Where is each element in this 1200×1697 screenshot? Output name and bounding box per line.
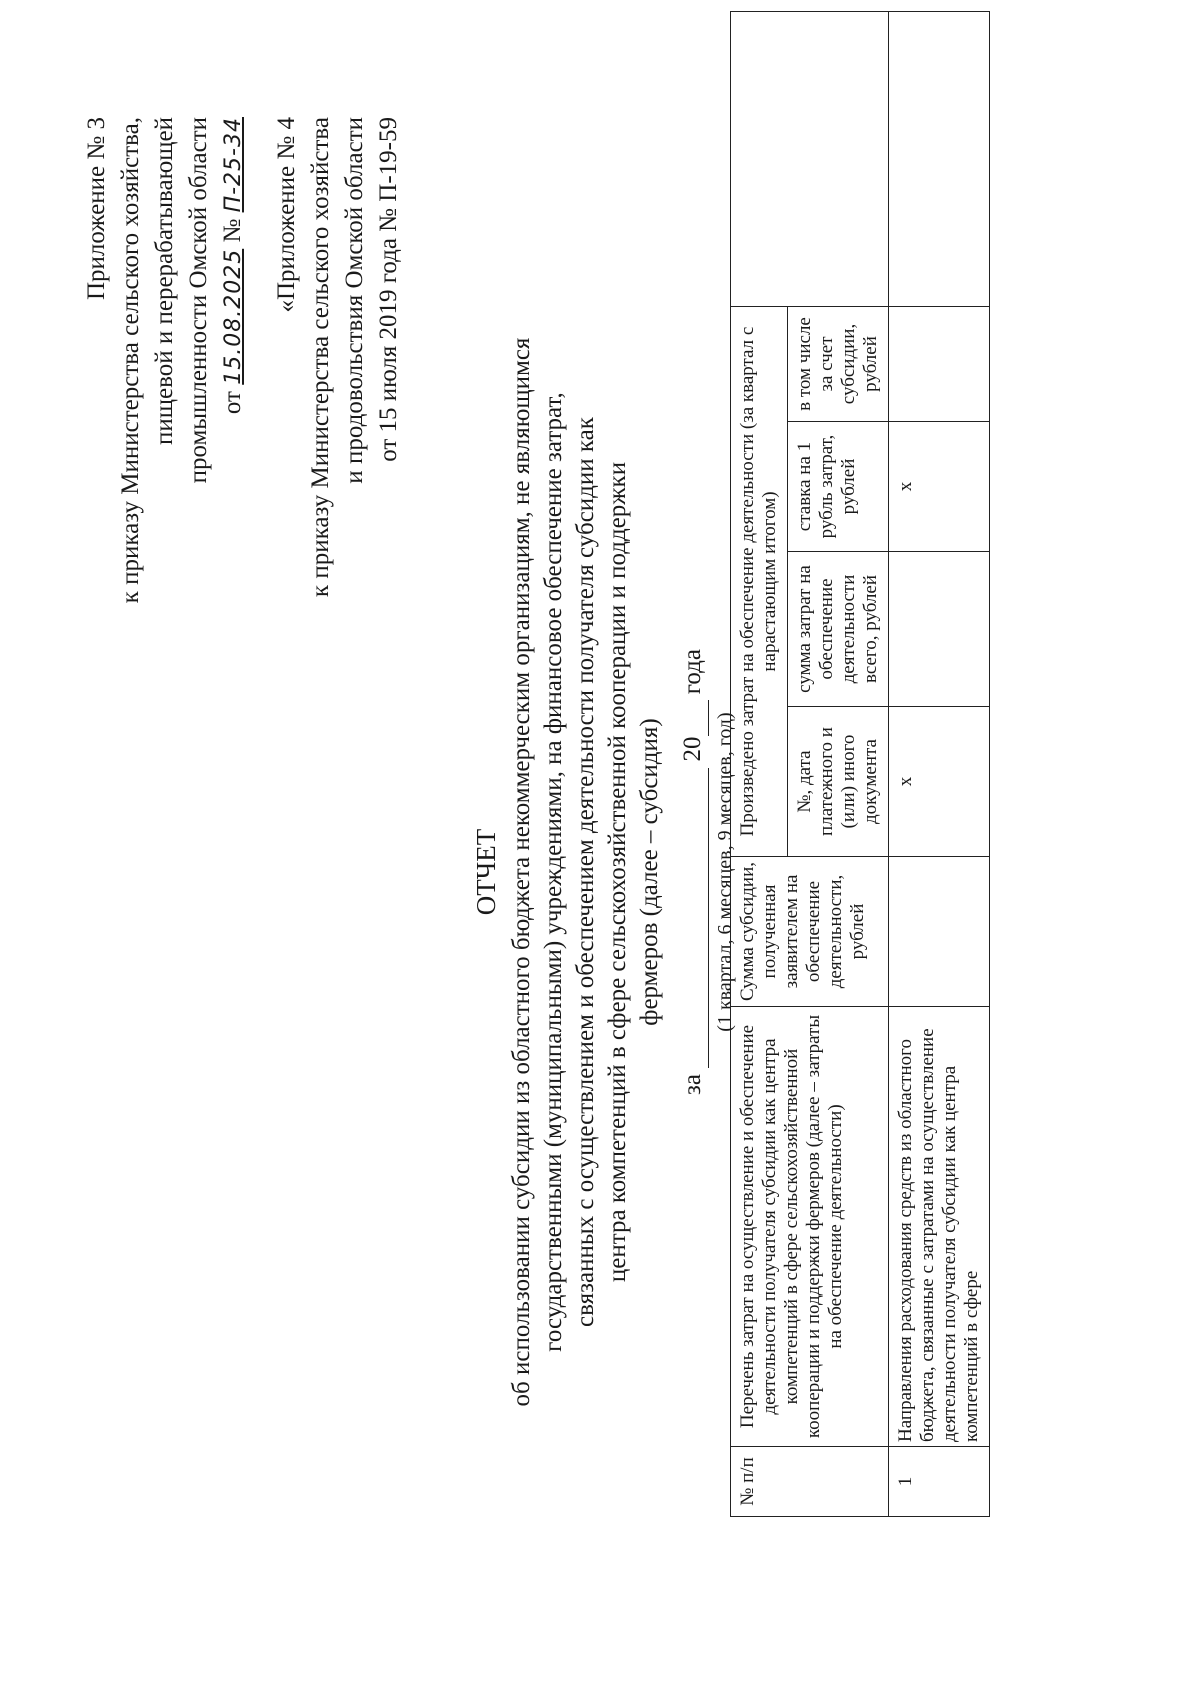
period-suffix: года	[679, 649, 706, 695]
appendix-3-date-line	[216, 117, 251, 1697]
report-line-3: связанных с осуществлением и обеспечением деятельности получателя субсидии как	[572, 417, 599, 1327]
appendix-3-title: Приложение № 3	[83, 117, 110, 301]
report-title: ОТЧЕТ	[471, 828, 501, 916]
row1-num: 1	[889, 1447, 990, 1517]
row1-sum	[889, 857, 990, 1007]
header-doc: №, дата платежного и (или) иного документа	[788, 707, 889, 857]
report-table	[730, 11, 990, 1517]
year-blank	[676, 701, 709, 737]
report-period-line	[676, 197, 709, 1547]
period-year-prefix: 20	[679, 736, 706, 762]
appendix-3-line-2: к приказу Министерства сельского хозяйства,	[117, 117, 144, 604]
header-num: № п/п	[731, 1447, 889, 1517]
date-prefix: от	[219, 391, 246, 415]
row1-rate: х	[889, 422, 990, 552]
handwritten-date: 15.08.2025	[221, 248, 246, 385]
report-title-block	[470, 197, 741, 1547]
header-empty	[731, 12, 889, 307]
period-hint: (1 квартал, 6 месяцев, 9 месяцев, год)	[714, 712, 736, 1032]
appendix-4-line-3: и продовольствия Омской области	[341, 117, 368, 484]
header-incl-subsidy: в том числе за счет субсидии, рублей	[788, 307, 889, 422]
appendix-3-header	[80, 117, 251, 1697]
appendix-3-line-3: пищевой и перерабатывающей	[151, 117, 178, 446]
handwritten-number: П-25-34	[221, 117, 246, 213]
appendix-3-line-4: промышленности Омской области	[185, 117, 212, 484]
row1-empty	[889, 12, 990, 307]
number-prefix: №	[219, 218, 246, 243]
row1-total	[889, 552, 990, 707]
appendix-4-header	[270, 117, 406, 1697]
appendix-4-line-2: к приказу Министерства сельского хозяйства	[307, 117, 334, 598]
header-rate: ставка на 1 рубль затрат, рублей	[788, 422, 889, 552]
header-total: сумма затрат на обеспечение деятельности всего, рублей	[788, 552, 889, 707]
table-row	[889, 12, 990, 1517]
row1-incl	[889, 307, 990, 422]
appendix-4-line-4: от 15 июля 2019 года № П-19-59	[375, 117, 402, 462]
report-line-1: об использовании субсидии из областного бюджета некоммерческим организациям, не являющимся	[508, 337, 535, 1407]
period-prefix: за	[679, 1074, 706, 1095]
report-line-5: фермеров (далее – субсидия)	[636, 718, 663, 1026]
row1-doc: х	[889, 707, 990, 857]
report-line-2: государственными (муниципальными) учреждениями, на финансовое обеспечение затрат,	[540, 392, 567, 1352]
header-subsidy-sum: Сумма субсидии, полученная заявителем на обеспечение деятельности, рублей	[731, 857, 889, 1007]
table-header-row-1	[731, 12, 788, 1517]
row1-text: Направления расходования средств из областного бюджета, связанные с затратами на осуществление деятельности получателя субсидии как центра компетенций в сфере	[889, 1007, 990, 1447]
report-line-4: центра компетенций в сфере сельскохозяйственной кооперации и поддержки	[604, 461, 631, 1283]
appendix-4-title: «Приложение № 4	[273, 117, 300, 313]
header-costs-produced: Произведено затрат на обеспечение деятельности (за квартал с нарастающим итогом)	[731, 307, 788, 857]
period-blank	[676, 768, 709, 1068]
header-cost-list: Перечень затрат на осуществление и обеспечение деятельности получателя субсидии как центра компетенций в сфере сельскохозяйственной кооперации и поддержки фермеров (далее – затраты на обеспечение деятельности)	[731, 1007, 889, 1447]
